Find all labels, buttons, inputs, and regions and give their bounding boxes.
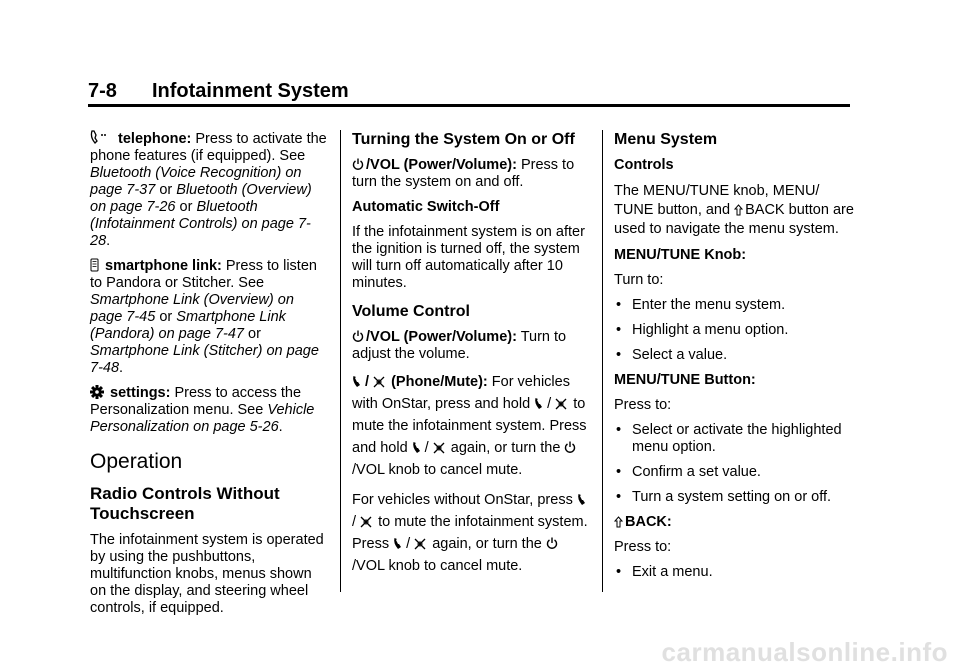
list-item: • Confirm a set value. (616, 464, 761, 480)
page-number: 7-8 (88, 80, 117, 102)
smartphone-icon (90, 258, 99, 272)
menu-system-heading: Menu System (614, 131, 718, 148)
telephone-paragraph: telephone: Press to activate the phone features (if equipped). See Bluetooth (Voice Recognition) on page 7-37 or Bluetooth (Overview) on page 7-26 or Bluetooth (Infotainment Controls) on page 7-28. (90, 131, 327, 249)
phone-mute-paragraph: / (Phone/Mute): For vehicles with OnStar, press and hold / to mute the infotainment system. Press and hold / again, or turn the /VOL knob to cancel mute. (352, 374, 587, 478)
controls-paragraph: The MENU/TUNE knob, MENU/ TUNE button, and BACK button are used to navigate the menu system. (614, 183, 854, 237)
settings-paragraph: settings: Press to access the Personalization menu. See Vehicle Personalization on page 5-26. (90, 385, 315, 435)
turn-to-label: Turn to: (614, 272, 664, 288)
page-title: Infotainment System (152, 80, 349, 102)
press-to-label: Press to: (614, 397, 672, 413)
bullet-icon: • (616, 422, 622, 438)
turning-heading: Turning the System On or Off (352, 131, 575, 148)
volume-control-heading: Volume Control (352, 303, 470, 320)
bullet-icon: • (616, 297, 622, 313)
back-heading: BACK: (625, 514, 672, 530)
back-icon (734, 204, 743, 216)
bullet-icon: • (616, 564, 622, 580)
smartphone-paragraph: smartphone link: Press to listen to Pandora or Stitcher. See Smartphone Link (Overview) on page 7-45 or Smartphone Link (Pandora) on page 7-47 or Smartphone Link (Stitcher) on page 7-48. (90, 258, 319, 376)
power-paragraph: /VOL (Power/Volume): Press to turn the system on and off. (352, 157, 575, 190)
xref-link[interactable]: Smartphone Link (Overview) on page 7-45 (90, 292, 294, 325)
header-rule (88, 104, 850, 107)
phone-icon (577, 493, 588, 506)
telephone-icon (90, 130, 112, 145)
smartphone-label: smartphone link: (105, 258, 222, 274)
auto-switch-off-text: If the infotainment system is on after the ignition is turned off, the system will turn off automatically after 10 minutes. (352, 224, 585, 291)
mute-icon (414, 538, 426, 550)
xref-link[interactable]: Smartphone Link (Stitcher) on page 7-48 (90, 343, 319, 376)
bullet-icon: • (616, 322, 622, 338)
auto-switch-off-heading: Automatic Switch-Off (352, 199, 500, 215)
operation-heading: Operation (90, 450, 183, 473)
xref-link[interactable]: Bluetooth (Voice Recognition) on page 7-37 (90, 165, 302, 198)
power-label: /VOL (Power/Volume): (366, 157, 517, 173)
list-item: • Highlight a menu option. (616, 322, 789, 338)
back-icon (614, 516, 623, 528)
xref-link[interactable]: Smartphone Link (Pandora) on page 7-47 (90, 309, 286, 342)
telephone-label: telephone: (118, 131, 192, 147)
button-list (614, 422, 854, 506)
mute-icon (373, 376, 385, 388)
power-icon (546, 537, 558, 550)
list-item: • Exit a menu. (616, 564, 713, 580)
list-item: • Turn a system setting on or off. (616, 489, 832, 505)
phone-icon (412, 441, 423, 454)
list-item: • Enter the menu system. (616, 297, 786, 313)
knob-list (614, 297, 854, 364)
column-2 (352, 130, 592, 585)
column-1 (90, 130, 330, 625)
xref-link[interactable]: Bluetooth (Infotainment Controls) on page 7-28 (90, 199, 311, 249)
xref-link[interactable]: Bluetooth (Overview) on page 7-26 (90, 182, 312, 215)
press-to-label: Press to: (614, 539, 672, 555)
bullet-icon: • (616, 464, 622, 480)
back-list (614, 564, 854, 581)
volume-label: /VOL (Power/Volume): (366, 329, 517, 345)
watermark: carmanualsonline.info (661, 637, 948, 667)
phone-icon (534, 397, 545, 410)
phone-mute-label: (Phone/Mute): (391, 374, 488, 390)
knob-heading: MENU/TUNE Knob: (614, 247, 747, 263)
mute-icon (555, 398, 567, 410)
bullet-icon: • (616, 489, 622, 505)
volume-paragraph: /VOL (Power/Volume): Turn to adjust the volume. (352, 329, 567, 362)
list-item: • Select a value. (616, 347, 728, 363)
xref-link[interactable]: Vehicle Personalization on page 5-26 (90, 402, 315, 435)
phone-icon (352, 375, 363, 388)
column-3 (614, 130, 854, 589)
page-header (88, 80, 850, 108)
controls-heading: Controls (614, 157, 674, 173)
column-divider (340, 130, 341, 592)
mute-icon (433, 442, 445, 454)
power-icon (352, 330, 364, 343)
no-onstar-paragraph: For vehicles without OnStar, press / to mute the infotainment system. Press / again, or turn the /VOL knob to cancel mute. (352, 492, 588, 574)
power-icon (352, 158, 364, 171)
settings-label: settings: (110, 385, 171, 401)
phone-icon (393, 537, 404, 550)
power-icon (564, 441, 576, 454)
radio-controls-heading: Radio Controls Without Touchscreen (90, 484, 280, 523)
list-item: • Select or activate the highlighted menu option. (616, 422, 842, 455)
mute-icon (360, 516, 372, 528)
gear-icon (90, 385, 104, 399)
back-heading-row (614, 514, 854, 531)
radio-controls-text: The infotainment system is operated by using the pushbuttons, multifunction knobs, menus shown on the display, and steering wheel controls, if equipped. (90, 532, 324, 616)
column-divider (602, 130, 603, 592)
bullet-icon: • (616, 347, 622, 363)
button-heading: MENU/TUNE Button: (614, 372, 756, 388)
